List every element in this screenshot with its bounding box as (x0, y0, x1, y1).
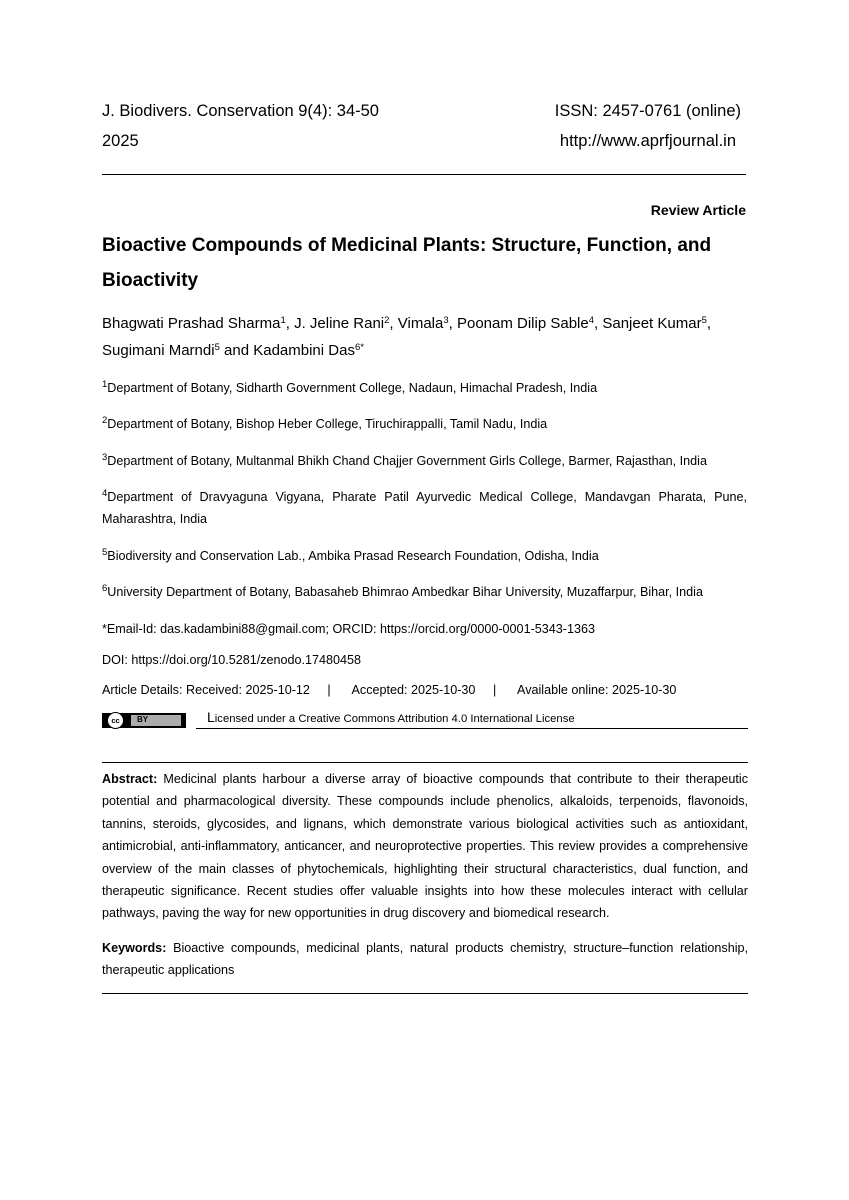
affiliation-text: Department of Botany, Bishop Heber College, Tiruchirappalli, Tamil Nadu, India (107, 417, 548, 431)
journal-citation: J. Biodivers. Conservation 9(4): 34-50 (102, 102, 379, 120)
accepted-date: Accepted: 2025-10-30 (351, 683, 476, 697)
affiliation-4 (102, 486, 747, 530)
keywords (102, 937, 748, 982)
affiliation-sup: 5 (102, 547, 108, 558)
author-separator: , (706, 315, 712, 332)
affiliation-sup: 1 (102, 379, 108, 390)
affiliation-text: Department of Dravyaguna Vigyana, Pharate Patil Ayurvedic Medical College, Mandavgan Pharata, Pune, Maharashtra, India (102, 490, 747, 526)
affiliation-sup: 6 (102, 583, 108, 594)
author-affil-sup: 2 (384, 315, 390, 326)
author-affil-sup: 6* (354, 342, 364, 353)
license-text: icensed under a Creative Commons Attribution 4.0 International License (214, 713, 575, 725)
affiliation-sup: 2 (102, 415, 108, 426)
author-name: , Sanjeet Kumar (594, 315, 702, 332)
header-divider (102, 174, 746, 175)
article-details (102, 679, 676, 701)
license-first-letter: L (207, 709, 215, 725)
affiliation-text: Biodiversity and Conservation Lab., Ambika Prasad Research Foundation, Odisha, India (107, 549, 599, 563)
affiliation-sup: 3 (102, 452, 108, 463)
author-affil-sup: 4 (588, 315, 595, 326)
author-name: Bhagwati Prashad Sharma (102, 315, 281, 332)
author-affil-sup: 5 (214, 342, 220, 353)
details-separator: | (327, 683, 331, 697)
keywords-label: Keywords: (102, 941, 167, 955)
keywords-text: Bioactive compounds, medicinal plants, natural products chemistry, structure–function relationship, therapeutic applications (102, 941, 748, 978)
affiliation-sup: 4 (102, 488, 108, 499)
author-line-1 (102, 310, 750, 337)
details-separator: | (492, 683, 497, 697)
author-name: , Vimala (389, 315, 444, 332)
abstract-text: Medicinal plants harbour a diverse array of bioactive compounds that contribute to their therapeutic potential and pharmacological diversity. These compounds include phenolics, alkaloids, terpenoids, flavonoids, tannins, steroids, glycosides, and lignans, which demonstrate various biological activities such as antioxidant, antimicrobial, anti-inflammatory, anticancer, and neuroprotective properties. This review provides a comprehensive overview of the main classes of phytochemicals, highlighting their structural characteristics, dual function, and therapeutic significance. Recent studies offer valuable insights into how these molecules interact with cellular pathways, paving the way for new opportunities in drug discovery and biomedical research. (102, 772, 748, 921)
affiliation-text: Department of Botany, Sidharth Government College, Nadaun, Himachal Pradesh, India (107, 381, 598, 395)
title-line-1: Bioactive Compounds of Medicinal Plants: Structure, Function, and (102, 235, 712, 256)
available-date: Available online: 2025-10-30 (517, 683, 677, 697)
abstract (102, 768, 748, 925)
abstract-label: Abstract: (102, 772, 158, 786)
affiliation-text: University Department of Botany, Babasaheb Bhimrao Ambedkar Bihar University, Muzaffarpur, Bihar, India (107, 585, 703, 599)
cc-by-label: BY (137, 715, 149, 724)
author-name: , J. Jeline Rani (285, 315, 385, 332)
license-underline (196, 728, 748, 729)
cc-by-badge[interactable] (102, 713, 186, 728)
article-title (102, 228, 748, 298)
affiliation-6 (102, 581, 747, 603)
affiliation-text: Department of Botany, Multanmal Bhikh Chand Chajjer Government Girls College, Barmer, Rajasthan, India (107, 454, 707, 468)
author-affil-sup: 1 (280, 315, 286, 326)
author-name: and Kadambini Das (219, 342, 355, 359)
affiliation-3 (102, 450, 747, 472)
article-type: Review Article (650, 202, 746, 218)
received-date: Article Details: Received: 2025-10-12 (102, 683, 310, 697)
abstract-bottom-divider (102, 993, 748, 994)
journal-issn: ISSN: 2457-0761 (online) (554, 102, 741, 120)
cc-icon: cc (107, 712, 124, 729)
author-name: , Poonam Dilip Sable (448, 315, 589, 332)
contact-email-orcid[interactable]: *Email-Id: das.kadambini88@gmail.com; ORCID: https://orcid.org/0000-0001-5343-1363 (102, 622, 595, 636)
author-line-2 (102, 337, 750, 364)
author-affil-sup: 3 (443, 315, 449, 326)
affiliation-2 (102, 413, 747, 435)
license-statement[interactable] (207, 709, 575, 725)
journal-year: 2025 (102, 132, 139, 150)
title-line-2: Bioactivity (102, 270, 199, 291)
affiliation-5 (102, 545, 747, 567)
affiliation-1 (102, 377, 747, 399)
author-affil-sup: 5 (701, 315, 707, 326)
doi-link[interactable]: DOI: https://doi.org/10.5281/zenodo.17480458 (102, 653, 362, 667)
journal-url[interactable]: http://www.aprfjournal.in (559, 132, 736, 150)
author-list (102, 310, 750, 364)
abstract-top-divider (102, 762, 748, 763)
author-name: Sugimani Marndi (102, 342, 215, 359)
